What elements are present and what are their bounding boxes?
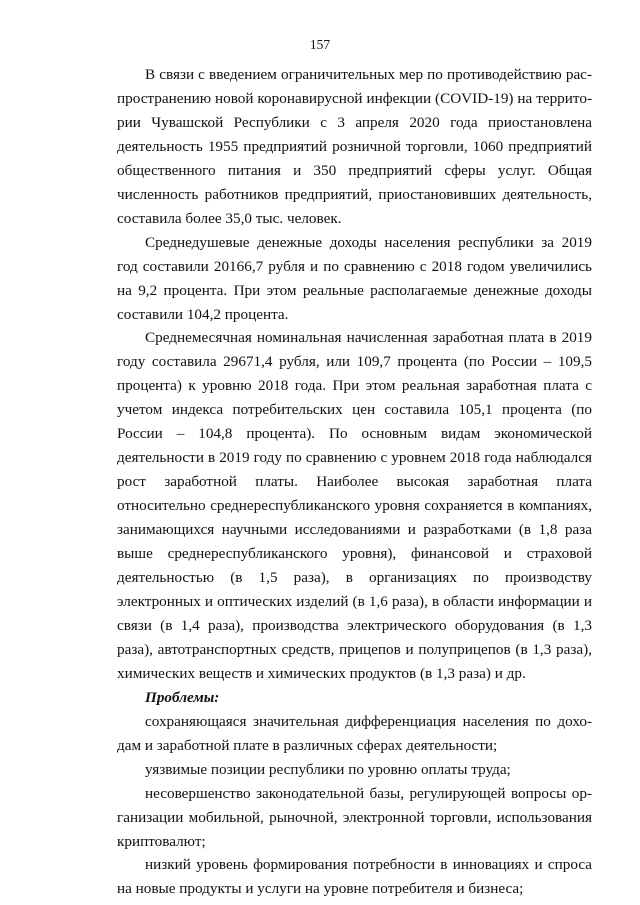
- paragraph-income: Среднедушевые денежные доходы населения республики за 2019 год составили 20166,7 рубля и по сравнению с 2018 годом увеличились на 9,2 процента. При этом реальные располагаемые денежные доходы составили 104,2 процента.: [117, 233, 592, 323]
- problems-heading: Проблемы:: [145, 688, 220, 706]
- problem-item: уязвимые позиции республики по уровню оплаты труда;: [145, 760, 511, 778]
- problem-item: сохраняющаяся значительная дифференциация населения по доходам и заработной плате в различных сферах деятельности;: [117, 712, 592, 754]
- paragraph-wages: Среднемесячная номинальная начисленная заработная плата в 2019 году составила 29671,4 рубля, или 109,7 процента (по России – 109,5 процента) к уровню 2018 года. При этом реальная заработная плата с учетом индекса потребительских цен составила 105,1 процента (по России – 104,8 процента). По основным видам экономической деятельности в 2019 году по сравнению с уровнем 2018 года наблюдался рост заработной платы. Наиболее высокая заработная плата относительно среднереспубликанского уровня сохраняется в компаниях, занимающихся научными исследованиями и разработками (в 1,8 раза выше среднереспубликанского уровня), финансовой и страховой деятельностью (в 1,5 раза), в организациях по производству электронных и оптических изделий (в 1,6 раза), в области информации и связи (в 1,4 раза), производства электрического оборудования (в 1,3 раза), автотранспортных средств, прицепов и полуприцепов (в 1,3 раза), химических веществ и химических продуктов (в 1,3 раза) и др.: [117, 329, 592, 682]
- document-body: [117, 63, 592, 901]
- page-number: 157: [309, 37, 331, 52]
- problem-item: несовершенство законодательной базы, регулирующей вопросы организации мобильной, рыночной, электронной торговли, использования криптовалют;: [117, 784, 592, 850]
- problem-item: низкий уровень формирования потребности в инновациях и спроса на новые продукты и услуги на уровне потребителя и бизнеса;: [117, 856, 592, 898]
- paragraph-covid-restrictions: В связи с введением ограничительных мер по противодействию распространению новой коронавирусной инфекции (COVID-19) на территории Чувашской Республики с 3 апреля 2020 года приостановлена деятельность 1955 предприятий розничной торговли, 1060 предприятий общественного питания и 350 предприятий сферы услуг. Общая численность работников предприятий, приостановивших деятельность, составила более 35,0 тыс. человек.: [117, 66, 592, 227]
